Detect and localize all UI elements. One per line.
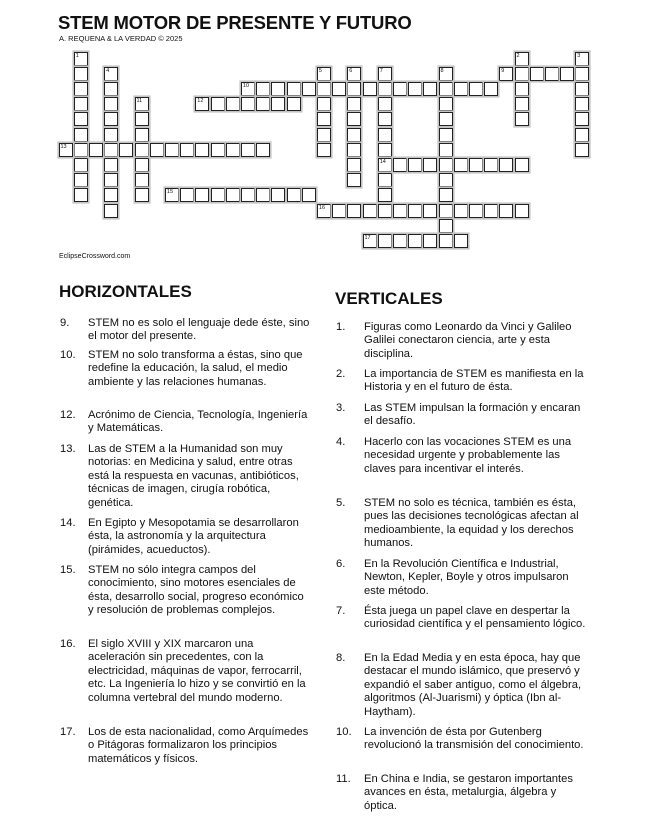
grid-cell[interactable] <box>408 204 422 218</box>
grid-cell[interactable] <box>347 112 361 126</box>
across-clue <box>60 638 310 705</box>
grid-cell[interactable] <box>89 143 103 157</box>
cell-number: 17 <box>364 234 371 241</box>
down-clue <box>336 368 586 395</box>
grid-cell[interactable] <box>287 97 301 111</box>
clue-text: STEM no solo transforma a éstas, sino que redefine la educación, la salud, el medio ambiente y las relaciones humanas. <box>88 349 303 388</box>
grid-cell[interactable] <box>469 158 483 172</box>
grid-cell[interactable] <box>408 234 422 248</box>
grid-cell[interactable] <box>439 234 453 248</box>
down-clue <box>336 773 586 813</box>
grid-cell[interactable] <box>332 82 346 96</box>
grid-cell[interactable] <box>74 67 88 81</box>
grid-cell[interactable] <box>347 158 361 172</box>
grid-cell[interactable] <box>408 82 422 96</box>
grid-cell[interactable] <box>135 97 149 111</box>
grid-cell[interactable] <box>439 219 453 233</box>
clue-number: 16. <box>60 638 76 650</box>
clue-number: 12. <box>60 409 76 421</box>
clue-text: Acrónimo de Ciencia, Tecnología, Ingeniería y Matemáticas. <box>88 409 308 435</box>
grid-cell[interactable] <box>454 82 468 96</box>
grid-cell[interactable] <box>135 158 149 172</box>
grid-cell[interactable] <box>74 82 88 96</box>
grid-cell[interactable] <box>378 204 392 218</box>
grid-cell[interactable] <box>515 158 529 172</box>
grid-cell[interactable] <box>545 67 559 81</box>
grid-cell[interactable] <box>575 67 589 81</box>
clue-text: En China e India, se gestaron importantes avances en ésta, metalurgia, álgebra y óptica. <box>364 773 573 812</box>
down-heading: VERTICALES <box>335 289 443 308</box>
grid-cell[interactable] <box>439 128 453 142</box>
grid-cell[interactable] <box>515 52 529 66</box>
clue-text: En Egipto y Mesopotamia se desarrollaron ésta, la astronomía y la arquitectura (pirámides, acueductos). <box>88 517 299 556</box>
clue-number: 10. <box>336 726 352 738</box>
grid-cell[interactable] <box>317 67 331 81</box>
grid-cell[interactable] <box>74 158 88 172</box>
grid-cell[interactable] <box>135 173 149 187</box>
clue-number: 9. <box>60 317 70 329</box>
grid-cell[interactable] <box>135 188 149 202</box>
grid-cell[interactable] <box>241 82 255 96</box>
clue-text: En la Revolución Científica e Industrial, Newton, Kepler, Boyle y otros impulsaron este método. <box>364 558 569 597</box>
grid-cell[interactable] <box>165 188 179 202</box>
across-heading: HORIZONTALES <box>59 282 192 301</box>
grid-cell[interactable] <box>150 143 164 157</box>
grid-cell[interactable] <box>423 234 437 248</box>
grid-cell[interactable] <box>211 97 225 111</box>
across-clue <box>60 409 310 436</box>
grid-cell[interactable] <box>560 67 574 81</box>
grid-cell[interactable] <box>363 82 377 96</box>
grid-cell[interactable] <box>575 97 589 111</box>
cell-number: 2 <box>516 52 520 59</box>
clue-number: 14. <box>60 517 76 529</box>
down-clue <box>336 558 586 598</box>
grid-cell[interactable] <box>515 112 529 126</box>
puzzle-credit: A. REQUENA & LA VERDAD © 2025 <box>59 34 183 43</box>
grid-cell[interactable] <box>439 173 453 187</box>
down-clue <box>336 436 586 476</box>
cell-number: 11 <box>136 98 143 105</box>
clue-number: 4. <box>336 436 346 448</box>
grid-cell[interactable] <box>499 158 513 172</box>
grid-cell[interactable] <box>439 188 453 202</box>
grid-cell[interactable] <box>484 204 498 218</box>
site-credit: EclipseCrossword.com <box>59 253 131 260</box>
grid-cell[interactable] <box>575 128 589 142</box>
grid-cell[interactable] <box>104 128 118 142</box>
grid-cell[interactable] <box>287 188 301 202</box>
clue-text: Los de esta nacionalidad, como Arquímedes o Pitágoras formalizaron los principios matemáticos y físicos. <box>88 726 309 765</box>
grid-cell[interactable] <box>104 112 118 126</box>
grid-cell[interactable] <box>469 82 483 96</box>
grid-cell[interactable] <box>104 188 118 202</box>
clue-text: Figuras como Leonardo da Vinci y Galileo Galilei conectaron ciencia, arte y esta disciplina. <box>364 321 572 360</box>
grid-cell[interactable] <box>378 234 392 248</box>
across-clue <box>60 564 310 618</box>
grid-cell[interactable] <box>211 188 225 202</box>
grid-cell[interactable] <box>484 158 498 172</box>
grid-cell[interactable] <box>378 173 392 187</box>
grid-cell[interactable] <box>347 67 361 81</box>
grid-cell[interactable] <box>378 128 392 142</box>
grid-cell[interactable] <box>59 143 73 157</box>
grid-cell[interactable] <box>454 234 468 248</box>
grid-cell[interactable] <box>347 143 361 157</box>
grid-cell[interactable] <box>393 204 407 218</box>
cell-number: 7 <box>379 67 383 74</box>
grid-cell[interactable] <box>104 97 118 111</box>
grid-cell[interactable] <box>195 143 209 157</box>
clue-text: El siglo XVIII y XIX marcaron una aceleración sin precedentes, con la electricidad, máquinas de vapor, ferrocarril, etc. La Ingeniería lo hizo y se convirtió en la columna vertebral del mundo moderno. <box>88 638 306 704</box>
grid-cell[interactable] <box>515 204 529 218</box>
grid-cell[interactable] <box>484 82 498 96</box>
grid-cell[interactable] <box>575 143 589 157</box>
grid-cell[interactable] <box>393 82 407 96</box>
grid-cell[interactable] <box>165 143 179 157</box>
grid-cell[interactable] <box>530 67 544 81</box>
grid-cell[interactable] <box>393 158 407 172</box>
grid-cell[interactable] <box>241 188 255 202</box>
grid-cell[interactable] <box>287 82 301 96</box>
clue-number: 7. <box>336 605 346 617</box>
grid-cell[interactable] <box>347 204 361 218</box>
grid-cell[interactable] <box>378 143 392 157</box>
grid-cell[interactable] <box>575 82 589 96</box>
grid-cell[interactable] <box>317 97 331 111</box>
clue-number: 5. <box>336 497 346 509</box>
grid-cell[interactable] <box>226 188 240 202</box>
grid-cell[interactable] <box>302 188 316 202</box>
down-clue <box>336 726 586 753</box>
clue-text: STEM no solo es técnica, también es ésta, pues las decisiones tecnológicas afectan al medioambiente, la equidad y los derechos humanos. <box>364 497 579 550</box>
grid-cell[interactable] <box>347 128 361 142</box>
across-clue <box>60 517 310 557</box>
clue-number: 1. <box>336 321 346 333</box>
clue-text: Ésta juega un papel clave en despertar la curiosidad científica y el pensamiento lógico. <box>364 605 586 631</box>
grid-cell[interactable] <box>423 82 437 96</box>
grid-cell[interactable] <box>74 52 88 66</box>
grid-cell[interactable] <box>74 128 88 142</box>
grid-cell[interactable] <box>241 143 255 157</box>
grid-cell[interactable] <box>499 204 513 218</box>
grid-cell[interactable] <box>195 188 209 202</box>
grid-cell[interactable] <box>439 204 453 218</box>
down-clue <box>336 321 586 361</box>
grid-cell[interactable] <box>211 143 225 157</box>
clue-number: 3. <box>336 402 346 414</box>
grid-cell[interactable] <box>378 67 392 81</box>
grid-cell[interactable] <box>104 204 118 218</box>
across-clue <box>60 726 310 766</box>
grid-cell[interactable] <box>515 97 529 111</box>
grid-cell[interactable] <box>271 97 285 111</box>
clue-number: 17. <box>60 726 76 738</box>
grid-cell[interactable] <box>363 204 377 218</box>
grid-cell[interactable] <box>317 143 331 157</box>
grid-cell[interactable] <box>317 128 331 142</box>
grid-cell[interactable] <box>104 143 118 157</box>
grid-cell[interactable] <box>378 158 392 172</box>
grid-cell[interactable] <box>195 97 209 111</box>
grid-cell[interactable] <box>256 82 270 96</box>
grid-cell[interactable] <box>347 82 361 96</box>
grid-cell[interactable] <box>271 82 285 96</box>
down-clue <box>336 402 586 429</box>
clue-number: 15. <box>60 564 76 576</box>
across-clue <box>60 349 310 389</box>
grid-cell[interactable] <box>74 112 88 126</box>
clue-number: 13. <box>60 443 76 455</box>
clue-text: La importancia de STEM es manifiesta en la Historia y en el futuro de ésta. <box>364 368 584 394</box>
grid-cell[interactable] <box>332 204 346 218</box>
grid-cell[interactable] <box>74 173 88 187</box>
down-clue <box>336 652 586 719</box>
grid-cell[interactable] <box>347 97 361 111</box>
grid-cell[interactable] <box>393 234 407 248</box>
grid-cell[interactable] <box>469 204 483 218</box>
puzzle-title: STEM MOTOR DE PRESENTE Y FUTURO <box>58 12 412 33</box>
down-clue <box>336 497 586 551</box>
grid-cell[interactable] <box>256 143 270 157</box>
grid-cell[interactable] <box>439 82 453 96</box>
cell-number: 8 <box>440 67 444 74</box>
grid-cell[interactable] <box>378 97 392 111</box>
grid-cell[interactable] <box>104 173 118 187</box>
grid-cell[interactable] <box>271 188 285 202</box>
clue-number: 6. <box>336 558 346 570</box>
grid-cell[interactable] <box>575 52 589 66</box>
grid-cell[interactable] <box>74 143 88 157</box>
grid-cell[interactable] <box>256 97 270 111</box>
down-clue <box>336 605 586 632</box>
grid-cell[interactable] <box>226 97 240 111</box>
cell-number: 16 <box>318 204 326 211</box>
across-clue <box>60 317 310 344</box>
cell-number: 4 <box>106 67 110 74</box>
grid-cell[interactable] <box>378 82 392 96</box>
grid-cell[interactable] <box>515 82 529 96</box>
cell-number: 5 <box>318 67 322 74</box>
grid-cell[interactable] <box>180 188 194 202</box>
crossword-grid <box>0 0 650 260</box>
grid-cell[interactable] <box>363 234 377 248</box>
grid-cell[interactable] <box>439 97 453 111</box>
grid-cell[interactable] <box>180 143 194 157</box>
grid-cell[interactable] <box>439 112 453 126</box>
grid-cell[interactable] <box>347 173 361 187</box>
grid-cell[interactable] <box>135 128 149 142</box>
grid-cell[interactable] <box>439 158 453 172</box>
grid-cell[interactable] <box>74 97 88 111</box>
grid-cell[interactable] <box>515 67 529 81</box>
grid-cell[interactable] <box>454 204 468 218</box>
cell-number: 13 <box>60 143 67 150</box>
clue-text: Las STEM impulsan la formación y encaran el desafío. <box>364 402 581 428</box>
grid-cell[interactable] <box>408 158 422 172</box>
grid-cell[interactable] <box>575 112 589 126</box>
grid-cell[interactable] <box>317 82 331 96</box>
grid-cell[interactable] <box>439 143 453 157</box>
grid-cell[interactable] <box>423 204 437 218</box>
grid-cell[interactable] <box>317 204 331 218</box>
clue-text: La invención de ésta por Gutenberg revolucionó la transmisión del conocimiento. <box>364 726 584 752</box>
clue-text: En la Edad Media y en esta época, hay que destacar el mundo islámico, que preservó y expandió el saber antiguo, como el álgebra, algoritmos (Al-Juarismi) y óptica (Ibn al-Haytham). <box>364 652 582 718</box>
grid-cell[interactable] <box>378 188 392 202</box>
cell-number: 10 <box>242 82 250 89</box>
clue-number: 10. <box>60 349 76 361</box>
grid-cell[interactable] <box>104 67 118 81</box>
cell-number: 12 <box>197 98 204 105</box>
cell-number: 1 <box>75 52 79 59</box>
clue-number: 2. <box>336 368 346 380</box>
grid-cell[interactable] <box>317 112 331 126</box>
grid-cell[interactable] <box>135 112 149 126</box>
grid-cell[interactable] <box>119 143 133 157</box>
across-clue <box>60 443 310 510</box>
cell-number: 9 <box>501 67 505 74</box>
grid-cell[interactable] <box>226 143 240 157</box>
cell-number: 3 <box>577 52 581 59</box>
grid-cell[interactable] <box>378 112 392 126</box>
grid-cell[interactable] <box>104 158 118 172</box>
grid-cell[interactable] <box>423 158 437 172</box>
clue-text: Hacerlo con las vocaciones STEM es una necesidad urgente y probablemente las claves para incentivar el interés. <box>364 436 572 475</box>
grid-cell[interactable] <box>302 82 316 96</box>
clue-text: STEM no sólo integra campos del conocimiento, sino motores esenciales de ésta, desarrollo social, progreso económico y resolución de problemas complejos. <box>88 564 304 617</box>
grid-cell[interactable] <box>454 158 468 172</box>
cell-number: 6 <box>349 67 353 74</box>
cell-number: 15 <box>166 189 174 196</box>
grid-cell[interactable] <box>256 188 270 202</box>
clue-number: 11. <box>336 773 351 785</box>
grid-cell[interactable] <box>104 82 118 96</box>
clue-text: Las de STEM a la Humanidad son muy notorias: en Medicina y salud, entre otras está la respuesta en vacunas, antibióticos, técnicas de imagen, cirugía robótica, genética. <box>88 443 299 509</box>
grid-cell[interactable] <box>241 97 255 111</box>
grid-cell[interactable] <box>74 188 88 202</box>
clue-text: STEM no es solo el lenguaje dede éste, sino el motor del presente. <box>88 317 310 343</box>
grid-cell[interactable] <box>439 67 453 81</box>
clue-number: 8. <box>336 652 346 664</box>
cell-number: 14 <box>379 158 386 165</box>
grid-cell[interactable] <box>499 67 513 81</box>
grid-cell[interactable] <box>135 143 149 157</box>
